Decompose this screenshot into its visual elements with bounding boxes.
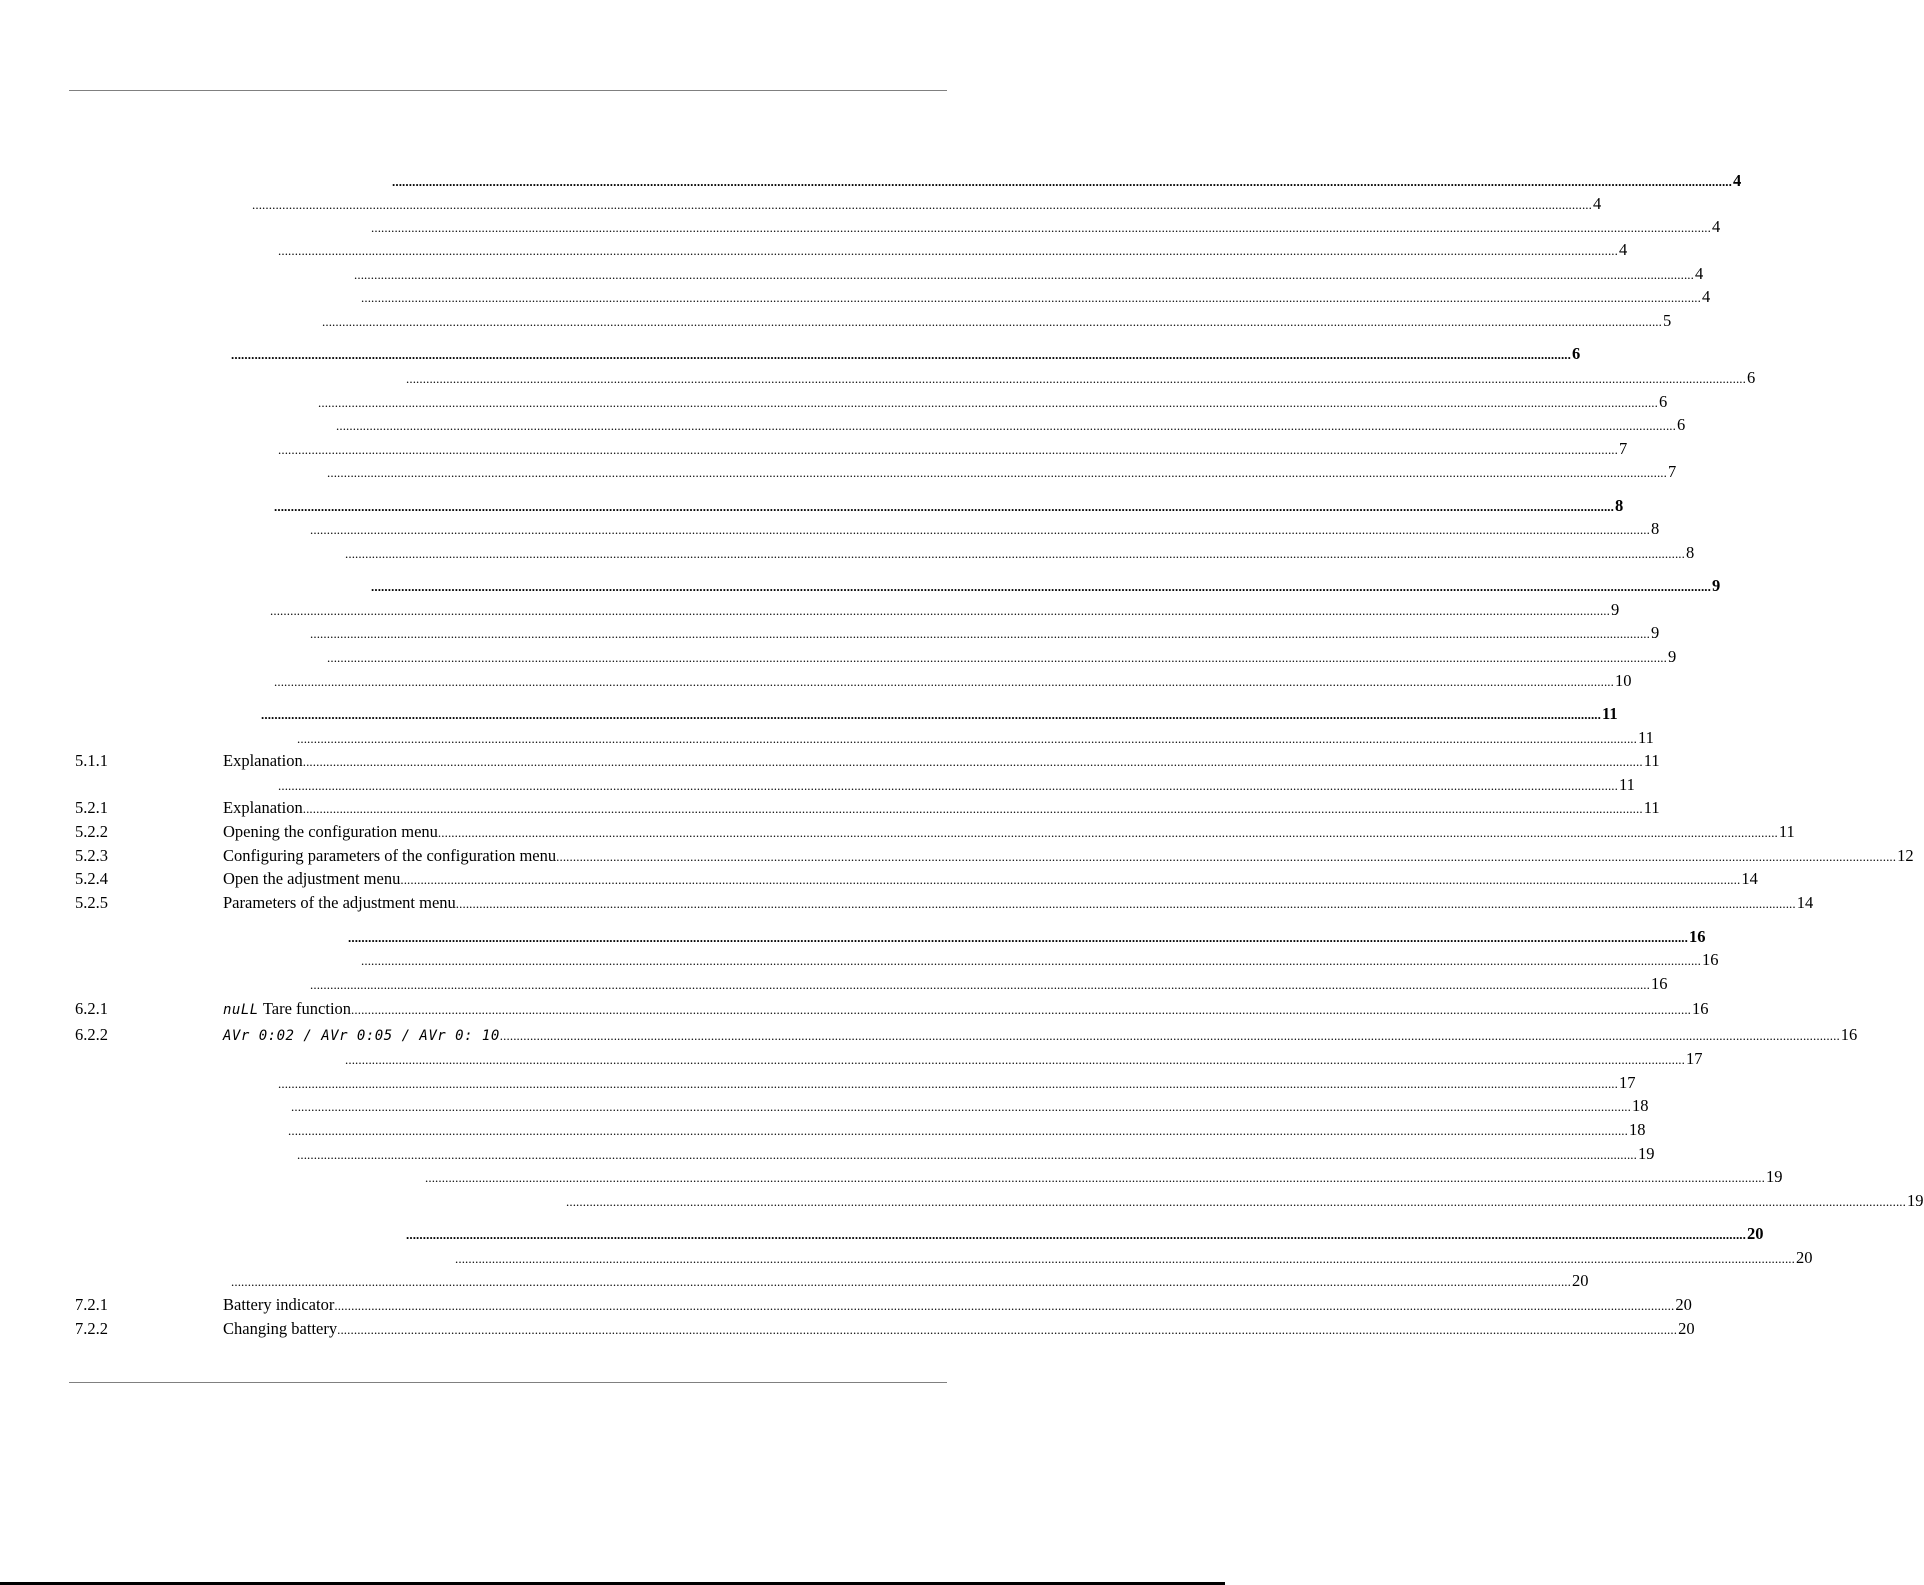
toc-entry[interactable] (0, 1271, 1589, 1291)
dot-leader: ................................................................................................................................................................................................................................................................................................................................................................................................................ (337, 1322, 1678, 1337)
toc-entry-title: Battery indicator (223, 1295, 335, 1314)
toc-entry[interactable] (0, 671, 1632, 691)
toc-entry[interactable] (0, 999, 1709, 1019)
dot-leader: ................................................................................................................................................................................................................................................................................................................................................................................................................ (455, 1251, 1795, 1266)
toc-entry-page-number: 11 (1602, 704, 1618, 723)
toc-entry-page-number: 20 (1747, 1224, 1764, 1243)
toc-entry-page-number: 4 (1619, 240, 1628, 259)
dot-leader: ................................................................................................................................................................................................................................................................................................................................................................................................................ (361, 953, 1701, 968)
toc-entry-page-number: 14 (1741, 869, 1758, 888)
toc-entry[interactable] (0, 1049, 1703, 1069)
dot-leader: ................................................................................................................................................................................................................................................................................................................................................................................................................ (302, 754, 1643, 769)
toc-entry-page-number: 17 (1686, 1049, 1703, 1068)
toc-entry-number: 5.2.5 (75, 893, 108, 912)
dot-leader: ................................................................................................................................................................................................................................................................................................................................................................................................................ (392, 174, 1732, 189)
toc-entry-page-number: 18 (1629, 1120, 1646, 1139)
toc-entry[interactable] (0, 1073, 1636, 1093)
dot-leader: ................................................................................................................................................................................................................................................................................................................................................................................................................ (297, 1147, 1637, 1162)
dot-leader: ................................................................................................................................................................................................................................................................................................................................................................................................................ (455, 896, 1796, 911)
toc-entry-page-number: 20 (1572, 1271, 1589, 1290)
dot-leader: ................................................................................................................................................................................................................................................................................................................................................................................................................ (354, 267, 1694, 282)
toc-entry-page-number: 20 (1675, 1295, 1692, 1314)
toc-entry-number: 7.2.1 (75, 1295, 108, 1314)
toc-entry-title: Configuring parameters of the configuration menu (223, 846, 557, 865)
toc-entry[interactable] (0, 927, 1706, 947)
toc-entry-page-number: 6 (1677, 415, 1686, 434)
toc-entry[interactable] (0, 1120, 1646, 1140)
toc-entry-number: 5.2.2 (75, 822, 108, 841)
dot-leader: ................................................................................................................................................................................................................................................................................................................................................................................................................ (274, 674, 1614, 689)
toc-entry-page-number: 4 (1733, 171, 1742, 190)
toc-entry-page-number: 4 (1593, 194, 1602, 213)
dot-leader: ................................................................................................................................................................................................................................................................................................................................................................................................................ (327, 465, 1667, 480)
toc-entry-page-number: 9 (1611, 600, 1620, 619)
dot-leader: ................................................................................................................................................................................................................................................................................................................................................................................................................ (406, 1227, 1746, 1242)
toc-entry[interactable] (0, 287, 1711, 307)
toc-entry-title: Explanation (223, 751, 303, 770)
toc-entry-page-number: 6 (1659, 392, 1668, 411)
toc-entry-number: 6.2.1 (75, 999, 108, 1018)
dot-leader: ................................................................................................................................................................................................................................................................................................................................................................................................................ (322, 314, 1662, 329)
toc-entry-page-number: 14 (1796, 893, 1814, 912)
toc-entry[interactable] (0, 751, 1660, 771)
dot-leader: ................................................................................................................................................................................................................................................................................................................................................................................................................ (361, 290, 1701, 305)
toc-entry-page-number: 7 (1619, 439, 1628, 458)
dot-leader: ................................................................................................................................................................................................................................................................................................................................................................................................................ (252, 197, 1592, 212)
toc-entry-page-number: 16 (1702, 950, 1719, 969)
dot-leader: ................................................................................................................................................................................................................................................................................................................................................................................................................ (261, 707, 1601, 722)
dot-leader: ................................................................................................................................................................................................................................................................................................................................................................................................................ (400, 872, 1741, 887)
toc-entry[interactable] (0, 368, 1756, 388)
dot-leader: ................................................................................................................................................................................................................................................................................................................................................................................................................ (336, 418, 1676, 433)
toc-entry-title: Parameters of the adjustment menu (223, 893, 456, 912)
toc-entry[interactable] (0, 974, 1668, 994)
dot-leader: ................................................................................................................................................................................................................................................................................................................................................................................................................ (425, 1170, 1765, 1185)
toc-entry-title: Opening the configuration menu (223, 822, 438, 841)
toc-entry[interactable] (0, 392, 1668, 412)
toc-entry-title: Changing battery (223, 1319, 338, 1338)
toc-entry[interactable] (0, 171, 1742, 191)
toc-entry-number: 5.1.1 (75, 751, 108, 770)
dot-leader: ................................................................................................................................................................................................................................................................................................................................................................................................................ (278, 1076, 1618, 1091)
dot-leader: ................................................................................................................................................................................................................................................................................................................................................................................................................ (348, 930, 1688, 945)
toc-entry[interactable] (0, 1025, 1858, 1045)
toc-entry[interactable] (0, 576, 1721, 596)
toc-entry[interactable] (0, 519, 1660, 539)
toc-entry[interactable] (0, 1167, 1783, 1187)
toc-entry-page-number: 9 (1668, 647, 1677, 666)
dot-leader: ................................................................................................................................................................................................................................................................................................................................................................................................................ (351, 1002, 1692, 1017)
toc-entry[interactable] (0, 623, 1660, 643)
toc-entry[interactable] (0, 775, 1635, 795)
dot-leader: ................................................................................................................................................................................................................................................................................................................................................................................................................ (231, 347, 1571, 362)
toc-entry-page-number: 8 (1686, 543, 1695, 562)
toc-entry-page-number: 16 (1689, 927, 1706, 946)
toc-entry-page-number: 11 (1643, 798, 1660, 817)
toc-entry[interactable] (0, 1144, 1655, 1164)
toc-entry-page-number: 4 (1702, 287, 1711, 306)
toc-entry-title: Tare function (262, 999, 352, 1018)
toc-entry-page-number: 7 (1668, 462, 1677, 481)
toc-entry-page-number: 19 (1638, 1144, 1655, 1163)
toc-entry-page-number: 16 (1840, 1025, 1858, 1044)
dot-leader: ................................................................................................................................................................................................................................................................................................................................................................................................................ (278, 778, 1618, 793)
dot-leader: ................................................................................................................................................................................................................................................................................................................................................................................................................ (278, 243, 1618, 258)
dot-leader: ................................................................................................................................................................................................................................................................................................................................................................................................................ (278, 442, 1618, 457)
dot-leader: ................................................................................................................................................................................................................................................................................................................................................................................................................ (288, 1123, 1628, 1138)
toc-entry-number: 6.2.2 (75, 1025, 108, 1044)
toc-entry-page-number: 4 (1712, 217, 1721, 236)
toc-entry[interactable] (0, 543, 1695, 563)
footer-rule (69, 1382, 947, 1383)
dot-leader: ................................................................................................................................................................................................................................................................................................................................................................................................................ (310, 626, 1650, 641)
toc-entry[interactable] (0, 704, 1618, 724)
toc-entry-number: 5.2.4 (75, 869, 108, 888)
toc-entry-page-number: 6 (1572, 344, 1581, 363)
toc-entry-page-number: 4 (1695, 264, 1704, 283)
toc-entry-title: Explanation (223, 798, 303, 817)
toc-entry-page-number: 9 (1712, 576, 1721, 595)
toc-entry-page-number: 11 (1619, 775, 1635, 794)
toc-entry[interactable] (0, 240, 1628, 260)
dot-leader: ................................................................................................................................................................................................................................................................................................................................................................................................................ (406, 371, 1746, 386)
toc-entry-page-number: 18 (1632, 1096, 1649, 1115)
toc-entry-page-number: 12 (1897, 846, 1914, 865)
toc-entry-title: Open the adjustment menu (223, 869, 401, 888)
toc-entry-number: 7.2.2 (75, 1319, 108, 1338)
toc-entry[interactable] (0, 846, 1914, 866)
toc-entry[interactable] (0, 217, 1721, 237)
toc-entry-page-number: 8 (1615, 496, 1624, 515)
dot-leader: ................................................................................................................................................................................................................................................................................................................................................................................................................ (274, 499, 1614, 514)
toc-entry[interactable] (0, 1191, 1924, 1211)
toc-entry-page-number: 16 (1651, 974, 1668, 993)
toc-entry-page-number: 19 (1766, 1167, 1783, 1186)
toc-entry[interactable] (0, 194, 1602, 214)
toc-entry-page-number: 11 (1638, 728, 1654, 747)
toc-entry-page-number: 11 (1643, 751, 1660, 770)
toc-entry[interactable] (0, 869, 1758, 889)
toc-entry[interactable] (0, 496, 1624, 516)
toc-entry-page-number: 5 (1663, 311, 1672, 330)
dot-leader: ................................................................................................................................................................................................................................................................................................................................................................................................................ (297, 731, 1637, 746)
toc-entry[interactable] (0, 1295, 1692, 1315)
dot-leader: ................................................................................................................................................................................................................................................................................................................................................................................................................ (291, 1099, 1631, 1114)
dot-leader: ................................................................................................................................................................................................................................................................................................................................................................................................................ (318, 395, 1658, 410)
toc-entry-page-number: 10 (1615, 671, 1632, 690)
dot-leader: ................................................................................................................................................................................................................................................................................................................................................................................................................ (270, 603, 1610, 618)
toc-entry-page-number: 20 (1796, 1248, 1813, 1267)
toc-entry-page-number: 20 (1678, 1319, 1695, 1338)
dot-leader: ................................................................................................................................................................................................................................................................................................................................................................................................................ (334, 1298, 1675, 1313)
toc-entry-page-number: 8 (1651, 519, 1660, 538)
dot-leader: ................................................................................................................................................................................................................................................................................................................................................................................................................ (310, 977, 1650, 992)
segment-display-label: AVr 0:02 / AVr 0:05 / AVr 0: 10 (223, 1028, 500, 1044)
dot-leader: ................................................................................................................................................................................................................................................................................................................................................................................................................ (566, 1194, 1906, 1209)
toc-entry-page-number: 9 (1651, 623, 1660, 642)
toc-entry[interactable] (0, 1248, 1813, 1268)
dot-leader: ................................................................................................................................................................................................................................................................................................................................................................................................................ (556, 849, 1897, 864)
dot-leader: ................................................................................................................................................................................................................................................................................................................................................................................................................ (345, 1052, 1685, 1067)
toc-entry[interactable] (0, 647, 1677, 667)
dot-leader: ................................................................................................................................................................................................................................................................................................................................................................................................................ (327, 650, 1667, 665)
toc-entry[interactable] (0, 798, 1660, 818)
toc-entry[interactable] (0, 728, 1654, 748)
toc-entry[interactable] (0, 1224, 1764, 1244)
toc-entry[interactable] (0, 950, 1719, 970)
toc-entry[interactable] (0, 415, 1686, 435)
toc-entry[interactable] (0, 600, 1620, 620)
dot-leader: ................................................................................................................................................................................................................................................................................................................................................................................................................ (345, 546, 1685, 561)
toc-entry-page-number: 11 (1778, 822, 1795, 841)
toc-entry[interactable] (0, 1319, 1695, 1339)
toc-entry[interactable] (0, 264, 1704, 284)
toc-entry[interactable] (0, 1096, 1649, 1116)
dot-leader: ................................................................................................................................................................................................................................................................................................................................................................................................................ (499, 1028, 1840, 1043)
toc-entry[interactable] (0, 893, 1814, 913)
dot-leader: ................................................................................................................................................................................................................................................................................................................................................................................................................ (371, 579, 1711, 594)
toc-entry[interactable] (0, 439, 1628, 459)
toc-entry-page-number: 17 (1619, 1073, 1636, 1092)
toc-entry[interactable] (0, 462, 1677, 482)
dot-leader: ................................................................................................................................................................................................................................................................................................................................................................................................................ (437, 825, 1778, 840)
toc-entry[interactable] (0, 822, 1795, 842)
dot-leader: ................................................................................................................................................................................................................................................................................................................................................................................................................ (371, 220, 1711, 235)
toc-entry-page-number: 16 (1692, 999, 1709, 1018)
segment-display-label: nuLL (223, 1002, 259, 1018)
toc-entry-page-number: 19 (1907, 1191, 1924, 1210)
toc-entry[interactable] (0, 344, 1581, 364)
toc-entry-page-number: 6 (1747, 368, 1756, 387)
dot-leader: ................................................................................................................................................................................................................................................................................................................................................................................................................ (231, 1274, 1571, 1289)
toc-entry-number: 5.2.1 (75, 798, 108, 817)
dot-leader: ................................................................................................................................................................................................................................................................................................................................................................................................................ (302, 801, 1643, 816)
toc-entry-number: 5.2.3 (75, 846, 108, 865)
dot-leader: ................................................................................................................................................................................................................................................................................................................................................................................................................ (310, 522, 1650, 537)
toc-entry[interactable] (0, 311, 1672, 331)
